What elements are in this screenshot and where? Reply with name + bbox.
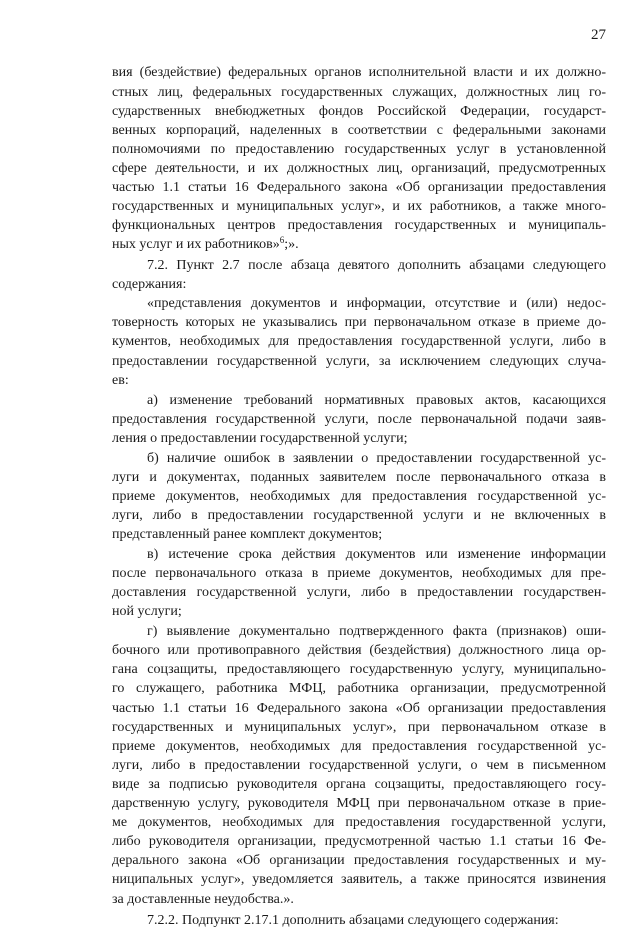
text-line [112, 160, 606, 177]
text-line [147, 392, 606, 409]
text-line-content: б) наличие ошибок в заявлении о предоставлении государственной ус- [147, 451, 606, 466]
text-line [147, 546, 606, 563]
text-line-content: ных услуг и их работников» [112, 237, 280, 252]
text-line [112, 719, 606, 736]
text-line-content: вия (бездействие) федеральных органов исполнительной власти и их должно- [112, 65, 606, 80]
text-line-content: 7.2.2. Подпункт 2.17.1 дополнить абзацами следующего содержания: [147, 913, 559, 928]
text-line-content: сфере деятельности, и их должностных лиц, организаций, предусмотренных [112, 161, 606, 176]
text-line-content: ме документов, необходимых для предоставления государственной услуги, [112, 815, 606, 830]
text-line-content: бочного или противоправного действия (бездействия) должностного лица ор- [112, 643, 606, 658]
text-line-content: предоставления государственной услуги, после первоначальной подачи заяв- [112, 412, 606, 427]
text-line [147, 623, 606, 640]
text-line [112, 276, 186, 293]
text-line-content: функциональных центров предоставления государственных и муниципаль- [112, 218, 606, 233]
text-line [112, 333, 606, 350]
text-line [112, 179, 606, 196]
text-line-content: государственных и муниципальных услуг», при первоначальном отказе в [112, 720, 606, 735]
text-line-content: дерального закона «Об организации предоставления государственных и му- [112, 853, 606, 868]
text-line-content: г) выявление документально подтвержденного факта (признаков) оши- [147, 624, 606, 639]
text-line [112, 411, 606, 428]
text-line [112, 217, 606, 234]
text-line-content: а) изменение требований нормативных правовых актов, касающихся [147, 393, 606, 408]
text-line-content: частью 1.1 статьи 16 Федерального закона «Об организации предоставления [112, 180, 606, 195]
text-line [112, 661, 606, 678]
text-line [112, 236, 299, 253]
text-line-content: содержания: [112, 277, 187, 292]
text-line [147, 257, 606, 274]
text-line [112, 103, 606, 120]
text-line [112, 372, 129, 389]
text-line-content: луги, либо в предоставлении государственной услуги, о чем в письменном [112, 758, 606, 773]
text-line-content: предоставлении государственной услуги, за исключением следующих случа- [112, 354, 606, 369]
text-line-content: государственных и муниципальных услуг», и их работников, а также много- [112, 199, 606, 214]
text-line [112, 469, 606, 486]
text-line [112, 891, 294, 908]
text-line [112, 871, 606, 888]
text-line [112, 507, 606, 524]
text-line-content: кументов, необходимых для предоставления государственной услуги, либо в [112, 334, 606, 349]
text-line-content: го служащего, работника МФЦ, работника организации, предусмотренной [112, 681, 606, 696]
text-line-content: венных корпораций, наделенных в соответствии с федеральными законами [112, 123, 606, 138]
text-line [112, 642, 606, 659]
text-line [112, 353, 606, 370]
text-line [112, 795, 606, 812]
text-line [147, 912, 559, 929]
text-line [112, 526, 382, 543]
text-line-content: ниципальных услуг», уведомляется заявитель, а также приносятся извинения [112, 872, 606, 887]
text-line-content: луги и документах, поданных заявителем после первоначального отказа в [112, 470, 606, 485]
text-line [112, 122, 606, 139]
text-line [147, 295, 606, 312]
text-line-content: «представления документов и информации, отсутствие и (или) недос- [147, 296, 606, 311]
text-line-content: доставления государственной услуги, либо в предоставлении государствен- [112, 585, 606, 600]
text-line-content: луги, либо в предоставлении государственной услуги и не включенных в [112, 508, 606, 523]
page-number: 27 [591, 27, 606, 43]
text-line-content: приеме документов, необходимых для предоставления государственной ус- [112, 739, 606, 754]
text-line-content: гана соцзащиты, предоставляющего государственную услугу, муниципально- [112, 662, 606, 677]
text-line [112, 776, 606, 793]
text-line-content: виде за подписью руководителя органа соцзащиты, предоставляющего госу- [112, 777, 606, 792]
text-line [112, 430, 408, 447]
text-line [112, 852, 606, 869]
text-line-content: частью 1.1 статьи 16 Федерального закона «Об организации предоставления [112, 701, 606, 716]
text-line [112, 584, 606, 601]
text-line-content: сударственных внебюджетных фондов Российской Федерации, государст- [112, 104, 606, 119]
text-line [112, 603, 182, 620]
text-line [112, 565, 606, 582]
text-line-content: ной услуги; [112, 604, 182, 619]
line-tail: ;». [284, 237, 299, 252]
text-line-content: после первоначального отказа в приеме документов, необходимых для пре- [112, 566, 606, 581]
text-line [147, 450, 606, 467]
text-line [112, 314, 606, 331]
text-line [112, 198, 606, 215]
text-line [112, 814, 606, 831]
text-line-content: приеме документов, необходимых для предоставления государственной ус- [112, 489, 606, 504]
text-line [112, 700, 606, 717]
text-line-content: ев: [112, 373, 129, 388]
text-line [112, 488, 606, 505]
text-line [112, 64, 606, 81]
text-line [112, 738, 606, 755]
text-line [112, 141, 606, 158]
text-line-content: представленный ранее комплект документов; [112, 527, 383, 542]
text-line-content: либо руководителя организации, предусмотренной частью 1.1 статьи 16 Фе- [112, 834, 606, 849]
text-line-content: полномочиями по предоставлению государственных услуг в установленной [112, 142, 606, 157]
text-line-content: стных лиц, федеральных государственных служащих, должностных лиц го- [112, 85, 606, 100]
text-line-content: товерность которых не указывались при первоначальном отказе в приеме до- [112, 315, 606, 330]
text-line [112, 833, 606, 850]
text-line-content: за доставленные неудобства.». [112, 892, 294, 907]
text-line-content: 7.2. Пункт 2.7 после абзаца девятого дополнить абзацами следующего [147, 258, 606, 273]
text-line-content: в) истечение срока действия документов или изменение информации [147, 547, 606, 562]
text-line [112, 757, 606, 774]
text-line-content: ления о предоставлении государственной услуги; [112, 431, 408, 446]
text-line [112, 680, 606, 697]
footnote-marker: 6 [279, 235, 285, 245]
text-line-content: дарственную услугу, руководителя МФЦ при первоначальном отказе в прие- [112, 796, 606, 811]
text-line [112, 84, 606, 101]
